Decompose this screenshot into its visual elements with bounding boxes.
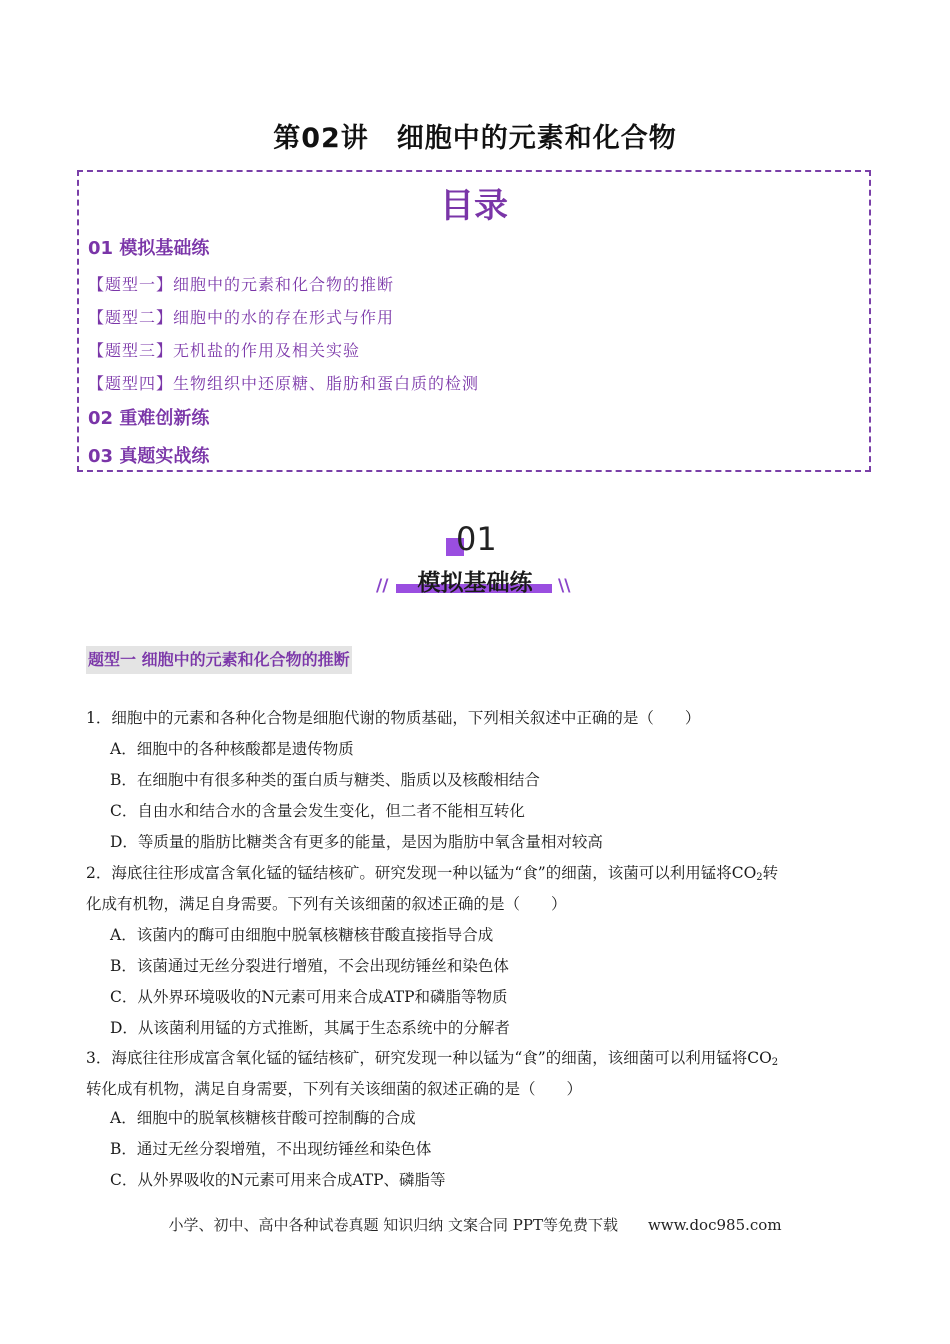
table-of-contents: [77, 170, 871, 472]
question-2-option-a: A．该菌内的酶可由细胞中脱氧核糖核苷酸直接指导合成: [110, 926, 494, 944]
question-2-option-d: D．从该菌利用锰的方式推断，其属于生态系统中的分解者: [110, 1019, 510, 1037]
toc-item-type-4[interactable]: 【题型四】生物组织中还原糖、脂肪和蛋白质的检测: [88, 374, 480, 393]
question-2-stem-line-1: 2．海底往往形成富含氧化锰的锰结核矿。研究发现一种以锰为“食”的细菌，该菌可以利用锰将$CO_2$转: [86, 864, 779, 883]
question-1-option-d: D．等质量的脂肪比糖类含有更多的能量，是因为脂肪中氧含量相对较高: [110, 833, 603, 851]
question-2-stem-line-2: 化成有机物，满足自身需要。下列有关该细菌的叙述正确的是（ ）: [86, 895, 567, 913]
question-3-stem-line-2: 转化成有机物，满足自身需要，下列有关该细菌的叙述正确的是（ ）: [86, 1080, 583, 1098]
question-1-option-a: A．细胞中的各种核酸都是遗传物质: [110, 740, 354, 758]
question-1-option-b: B．在细胞中有很多种类的蛋白质与糖类、脂质以及核酸相结合: [110, 771, 540, 789]
question-1-option-c: C．自由水和结合水的含量会发生变化，但二者不能相互转化: [110, 802, 525, 820]
question-3-option-c: C．从外界吸收的N元素可用来合成ATP、磷脂等: [110, 1171, 446, 1189]
question-2-option-b: B．该菌通过无丝分裂进行增殖，不会出现纺锤丝和染色体: [110, 957, 509, 975]
toc-item-type-2[interactable]: 【题型二】细胞中的水的存在形式与作用: [88, 308, 395, 327]
banner-left-mark: //: [376, 576, 389, 596]
banner-number: 01: [456, 520, 497, 558]
toc-item-section-03[interactable]: 03 真题实战练: [88, 446, 210, 467]
toc-heading: 目录: [440, 186, 508, 226]
question-3-stem-line-1: 3．海底往往形成富含氧化锰的锰结核矿，研究发现一种以锰为“食”的细菌，该细菌可以利用锰将$CO_2$: [86, 1049, 779, 1068]
document-title: 第02讲 细胞中的元素和化合物: [273, 123, 677, 154]
question-type-label: 题型一 细胞中的元素和化合物的推断: [86, 646, 352, 674]
toc-item-section-01[interactable]: 01 模拟基础练: [88, 238, 210, 259]
toc-item-type-3[interactable]: 【题型三】无机盐的作用及相关实验: [88, 341, 361, 360]
toc-item-section-02[interactable]: 02 重难创新练: [88, 408, 210, 429]
section-banner: [360, 520, 590, 610]
page-footer: 小学、初中、高中各种试卷真题 知识归纳 文案合同 PPT等免费下载 www.doc985.com: [168, 1216, 782, 1234]
banner-right-mark: \\: [558, 576, 571, 596]
question-3-option-b: B．通过无丝分裂增殖，不出现纺锤丝和染色体: [110, 1140, 432, 1158]
question-3-option-a: A．细胞中的脱氧核糖核苷酸可控制酶的合成: [110, 1109, 416, 1127]
banner-title: 模拟基础练: [417, 570, 533, 596]
question-1-stem: 1．细胞中的元素和各种化合物是细胞代谢的物质基础，下列相关叙述中正确的是（ ）: [86, 709, 701, 727]
toc-item-type-1[interactable]: 【题型一】细胞中的元素和化合物的推断: [88, 275, 395, 294]
question-2-option-c: C．从外界环境吸收的N元素可用来合成ATP和磷脂等物质: [110, 988, 508, 1006]
